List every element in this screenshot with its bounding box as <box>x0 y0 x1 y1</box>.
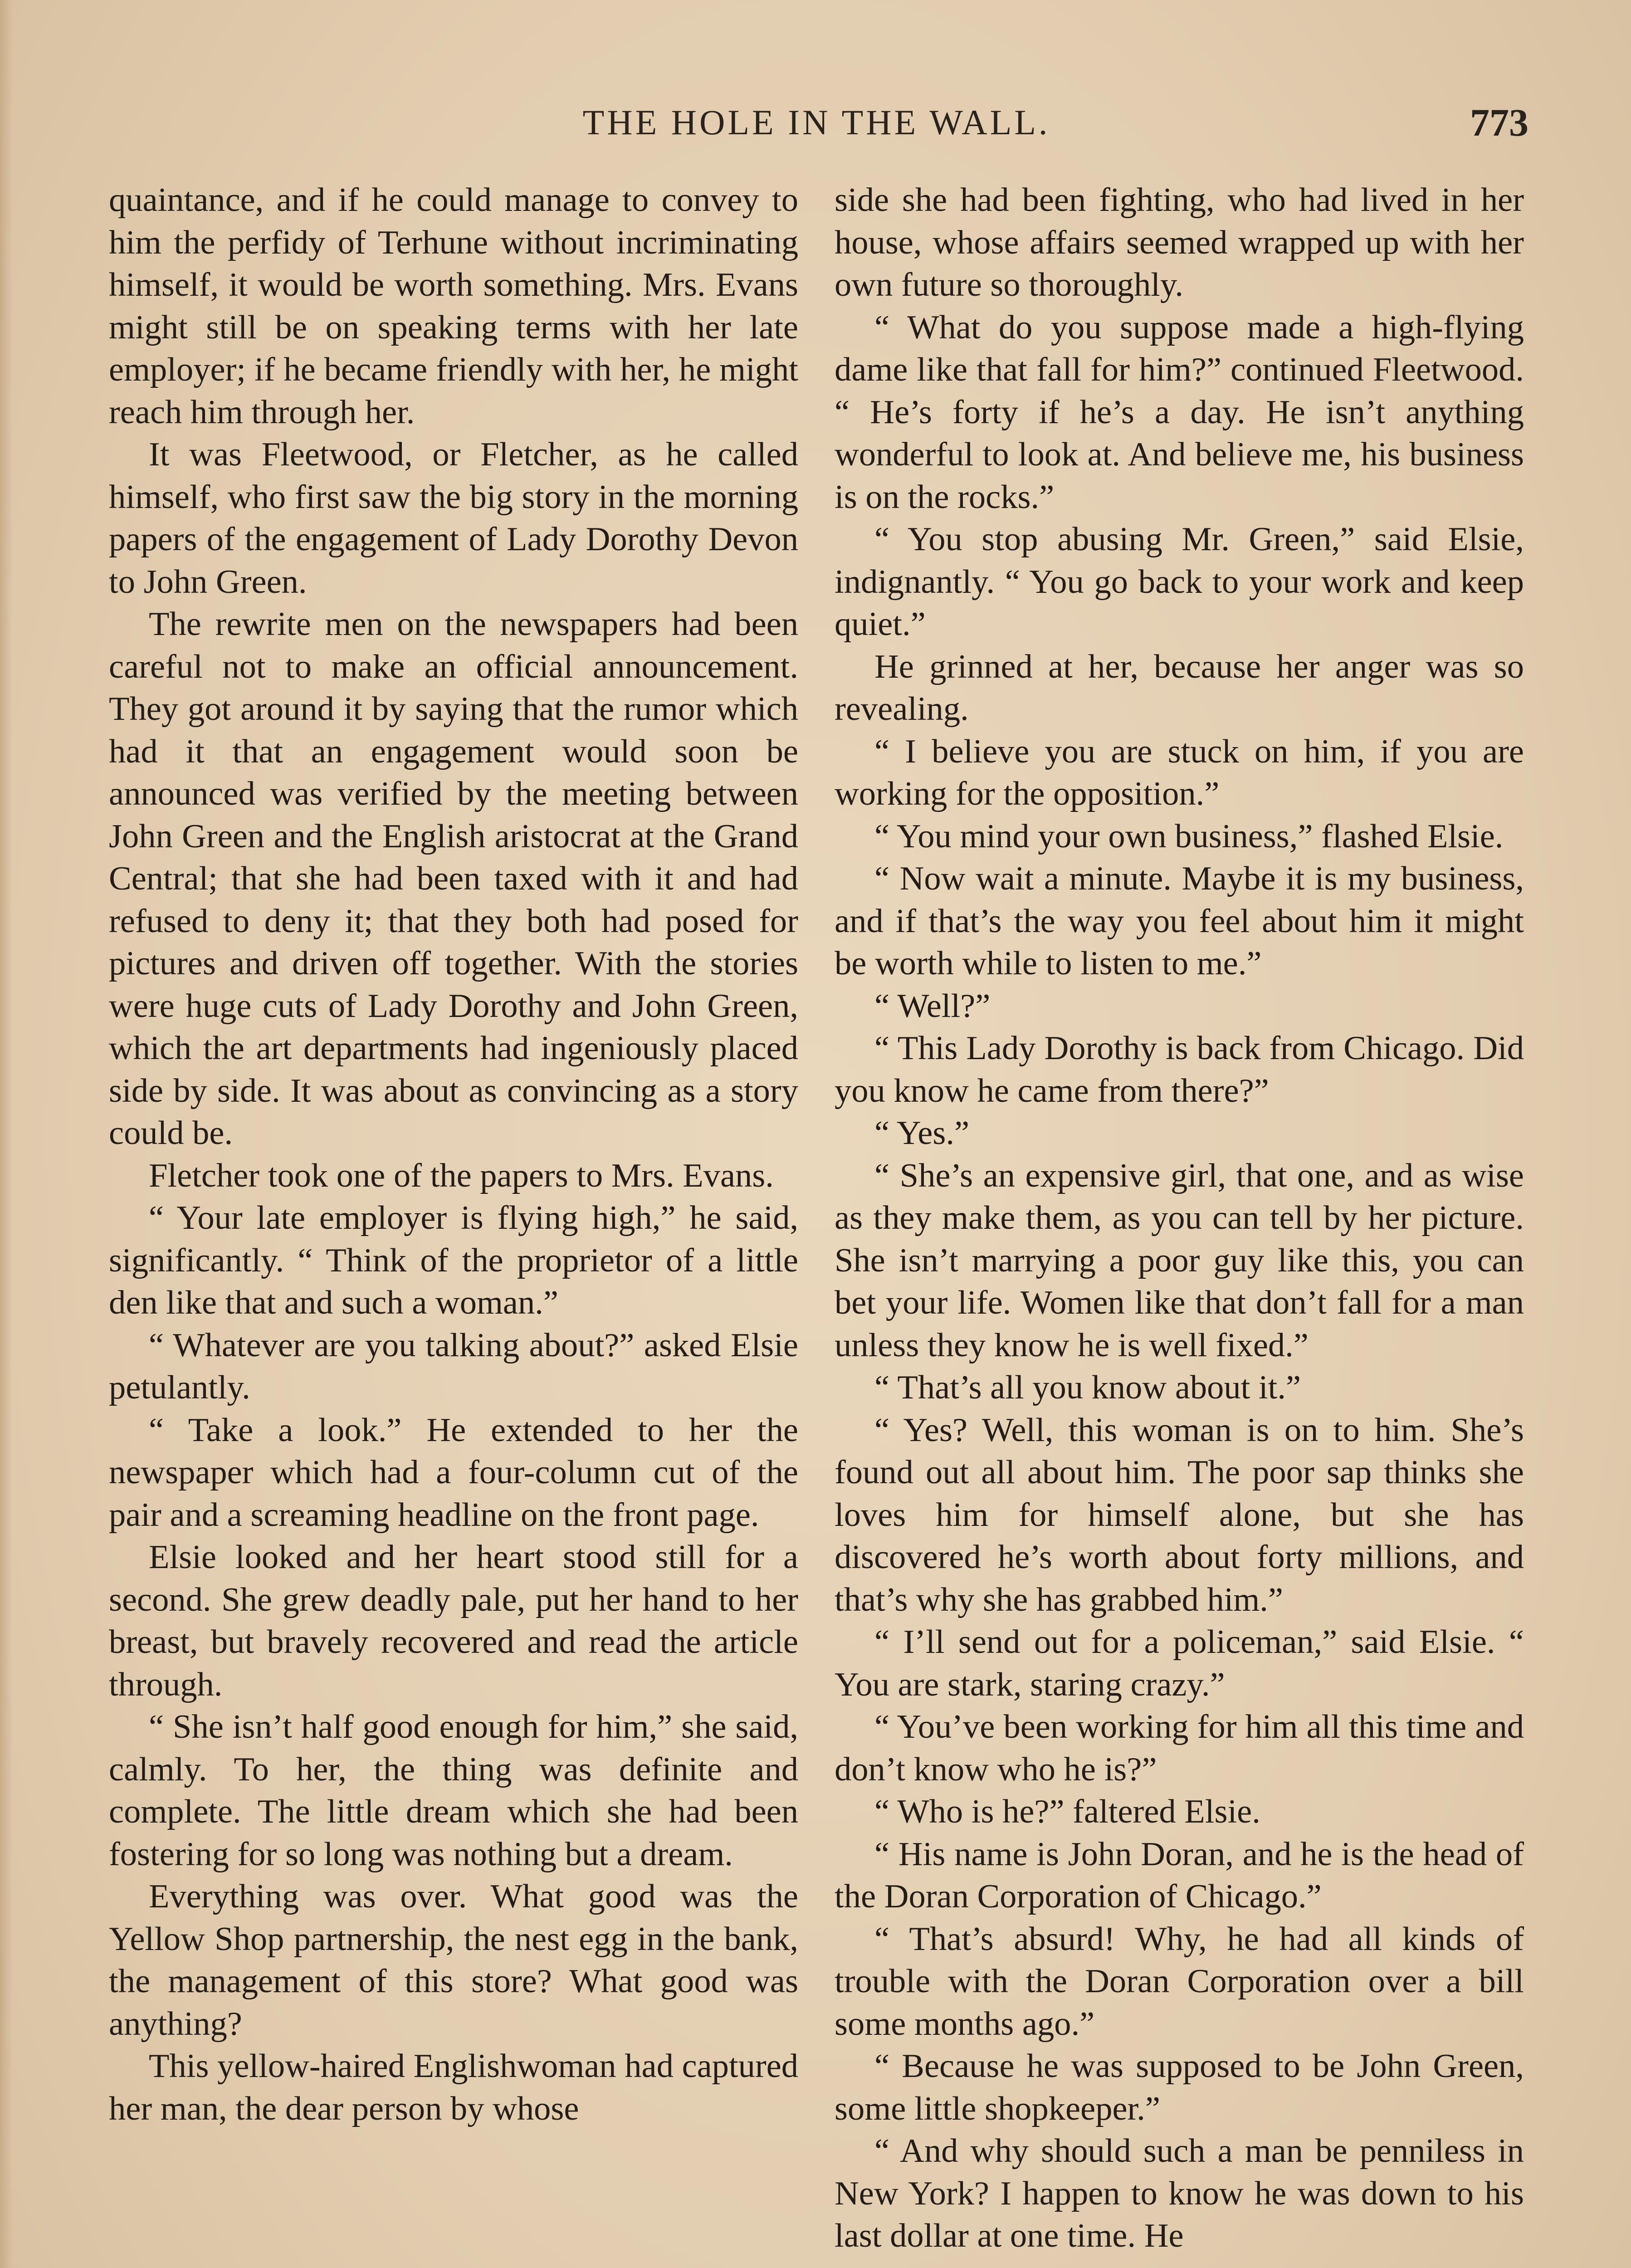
page-number: 773 <box>1470 101 1528 144</box>
paragraph: “ His name is John Doran, and he is the head of the Doran Corporation of Chicago.” <box>835 1835 1524 1915</box>
paragraph: Everything was over. What good was the Yellow Shop partnership, the nest egg in the bank, the management of this store? What good was anything? <box>109 1878 798 2043</box>
paragraph: “ She’s an expensive girl, that one, and as wise as they make them, as you can tell by her picture. She isn’t marrying a poor guy like this, you can bet your life. Women like that don’t fall for a man unless they know he is well fixed.” <box>835 1157 1524 1364</box>
paragraph: “ That’s absurd! Why, he had all kinds of trouble with the Doran Corporation over a bill some months ago.” <box>835 1920 1524 2043</box>
right-text-column <box>835 179 1524 2268</box>
paragraph: “ Now wait a minute. Maybe it is my business, and if that’s the way you feel about him it might be worth while to listen to me.” <box>835 860 1524 982</box>
paragraph: This yellow-haired Englishwoman had captured her man, the dear person by whose <box>109 2048 798 2127</box>
paragraph: “ Yes.” <box>874 1114 970 1152</box>
page-edge-shadow <box>0 0 13 2268</box>
paragraph: “ And why should such a man be penniless in New York? I happen to know he was down to his last dollar at one time. He <box>835 2132 1524 2254</box>
paragraph: “ What do you suppose made a high-flying dame like that fall for him?” continued Fleetwood. “ He’s forty if he’s a day. He isn’t anything wonderful to look at. And believe me, his business is on the rocks.” <box>835 308 1524 516</box>
paragraph: “ You’ve been working for him all this time and don’t know who he is?” <box>835 1708 1524 1788</box>
paragraph: Elsie looked and her heart stood still for a second. She grew deadly pale, put her hand to her breast, but bravely recovered and read the article through. <box>109 1539 798 1703</box>
paragraph: “ You stop abusing Mr. Green,” said Elsie, indignantly. “ You go back to your work and keep quiet.” <box>835 521 1524 643</box>
paragraph: side she had been fighting, who had lived in her house, whose affairs seemed wrapped up with her own future so thoroughly. <box>835 181 1524 303</box>
paragraph: “ She isn’t half good enough for him,” she said, calmly. To her, the thing was definite and complete. The little dream which she had been fostering for so long was nothing but a dream. <box>109 1708 798 1873</box>
paragraph: It was Fleetwood, or Fletcher, as he called himself, who first saw the big story in the morning papers of the engagement of Lady Dorothy Devon to John Green. <box>109 436 798 601</box>
paragraph: He grinned at her, because her anger was so revealing. <box>835 648 1524 728</box>
paragraph: “ I’ll send out for a policeman,” said Elsie. “ You are stark, staring crazy.” <box>835 1623 1524 1703</box>
paragraph: “ This Lady Dorothy is back from Chicago. Did you know he came from there?” <box>835 1030 1524 1110</box>
paragraph: quaintance, and if he could manage to convey to him the perfidy of Terhune without incriminating himself, it would be worth something. Mrs. Evans might still be on speaking terms with her late employer; if he became friendly with her, he might reach him through her. <box>109 181 798 431</box>
paragraph: “ That’s all you know about it.” <box>874 1369 1301 1406</box>
paragraph: “ Yes? Well, this woman is on to him. She’s found out all about him. The poor sap thinks she loves him for himself alone, but she has discovered he’s worth about forty millions, and that’s why she has grabbed him.” <box>835 1411 1524 1618</box>
paragraph: “ Who is he?” faltered Elsie. <box>874 1793 1260 1830</box>
paragraph: “ Take a look.” He extended to her the newspaper which had a four-column cut of the pair and a screaming headline on the front page. <box>109 1411 798 1534</box>
paragraph: “ Your late employer is flying high,” he said, significantly. “ Think of the proprietor of a little den like that and such a woman.” <box>109 1199 798 1321</box>
paragraph: “ Because he was supposed to be John Green, some little shopkeeper.” <box>835 2048 1524 2127</box>
running-title: THE HOLE IN THE WALL. <box>582 103 1050 142</box>
left-text-column <box>109 179 798 2268</box>
paragraph: “ You mind your own business,” flashed Elsie. <box>874 817 1504 855</box>
paragraph: Fletcher took one of the papers to Mrs. Evans. <box>149 1157 774 1194</box>
paragraph: “ Whatever are you talking about?” asked Elsie petulantly. <box>109 1326 798 1406</box>
paragraph: The rewrite men on the newspapers had been careful not to make an official announcement. They got around it by saying that the rumor which had it that an engagement would soon be announced was verified by the meeting between John Green and the English aristocrat at the Grand Central; that she had been taxed with it and had refused to deny it; that they both had posed for pictures and driven off together. With the stories were huge cuts of Lady Dorothy and John Green, which the art departments had ingeniously placed side by side. It was about as convincing as a story could be. <box>109 606 798 1152</box>
running-header <box>104 98 1528 147</box>
paragraph: “ I believe you are stuck on him, if you are working for the opposition.” <box>835 733 1524 812</box>
paragraph: “ Well?” <box>874 987 991 1025</box>
